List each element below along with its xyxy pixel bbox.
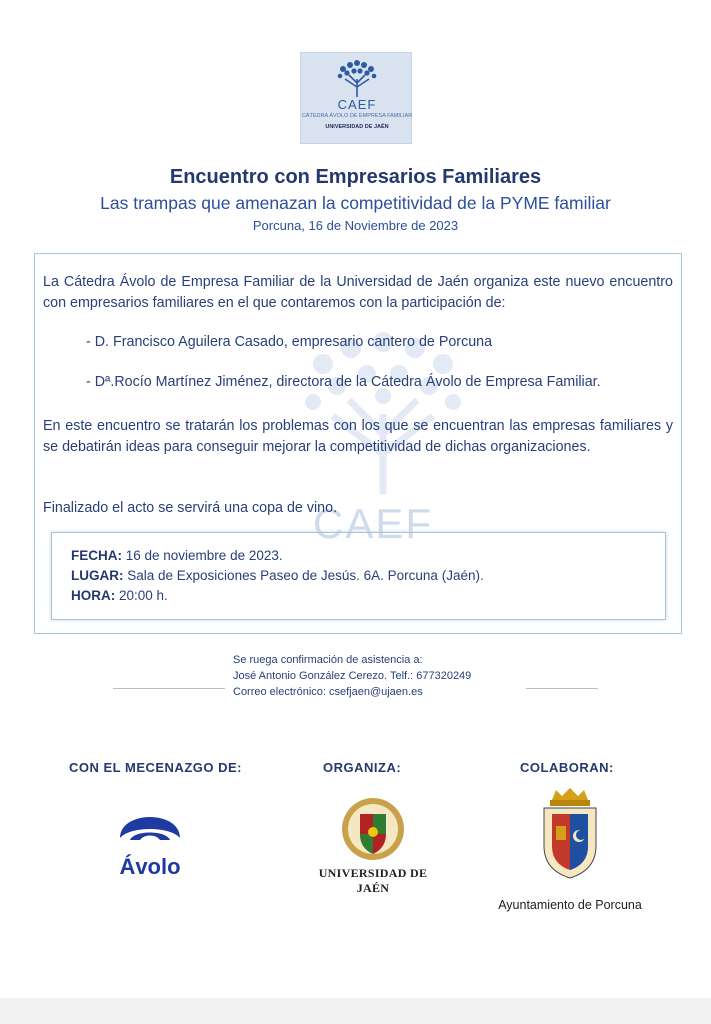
colaboran-label: COLABORAN: xyxy=(520,760,614,775)
bottom-bar xyxy=(0,998,711,1024)
organiza-label: ORGANIZA: xyxy=(323,760,402,775)
topics-paragraph: En este encuentro se tratarán los problemas con los que se encuentran las empresas familiares y se debatirán ideas para conseguir mejorar la competitividad de dichas organizaciones. xyxy=(43,418,673,455)
caef-logo xyxy=(300,52,412,144)
caef-logo-subtitle: CÁTEDRA ÁVOLO DE EMPRESA FAMILIAR xyxy=(301,113,413,119)
fecha-line xyxy=(71,548,283,563)
hora-value: 20:00 h. xyxy=(115,588,168,603)
ujaen-seal xyxy=(340,796,406,864)
hora-line xyxy=(71,588,168,603)
participant-1: - D. Francisco Aguilera Casado, empresario cantero de Porcuna xyxy=(86,334,493,350)
page-title: Encuentro con Empresarios Familiares xyxy=(169,166,542,188)
invitation-box xyxy=(34,253,682,634)
rsvp-divider-right xyxy=(526,688,598,689)
rsvp-line-1: Se ruega confirmación de asistencia a: xyxy=(233,654,423,666)
avolo-name: Ávolo xyxy=(119,854,181,879)
lugar-value: Sala de Exposiciones Paseo de Jesús. 6A. Porcuna (Jaén). xyxy=(123,568,484,583)
page-subtitle: Las trampas que amenazan la competitividad de la PYME familiar xyxy=(100,193,611,213)
caef-watermark-text: CAEF xyxy=(312,500,433,547)
caef-logo-name: CAEF xyxy=(337,97,377,112)
closing-paragraph: Finalizado el acto se servirá una copa de vino. xyxy=(43,500,338,516)
participant-2: - Dª.Rocío Martínez Jiménez, directora de la Cátedra Ávolo de Empresa Familiar. xyxy=(86,374,601,390)
rsvp-contact: José Antonio González Cerezo. Telf.: 677320249 xyxy=(233,670,472,682)
porcuna-coat-of-arms xyxy=(538,786,602,882)
tree-icon xyxy=(335,59,379,99)
ujaen-name: UNIVERSIDAD DE JAÉN xyxy=(318,866,428,895)
porcuna-name: Ayuntamiento de Porcuna xyxy=(498,898,642,912)
rsvp-email: Correo electrónico: csefjaen@ujaen.es xyxy=(233,686,423,698)
caef-logo-university: UNIVERSIDAD DE JAÉN xyxy=(325,124,389,130)
fecha-value: 16 de noviembre de 2023. xyxy=(122,548,283,563)
intro-paragraph: La Cátedra Ávolo de Empresa Familiar de la Universidad de Jaén organiza este nuevo encuentro con empresarios familiares en el que contaremos con la participación de: xyxy=(43,274,673,311)
mecenazgo-label: CON EL MECENAZGO DE: xyxy=(69,760,242,775)
lugar-label: LUGAR: xyxy=(71,568,124,583)
event-info-box xyxy=(51,532,666,620)
hora-label: HORA: xyxy=(71,588,116,603)
rsvp-divider-left xyxy=(113,688,225,689)
event-dateline: Porcuna, 16 de Noviembre de 2023 xyxy=(252,218,459,233)
fecha-label: FECHA: xyxy=(71,548,122,563)
lugar-line xyxy=(71,568,484,583)
avolo-logo xyxy=(112,800,188,880)
